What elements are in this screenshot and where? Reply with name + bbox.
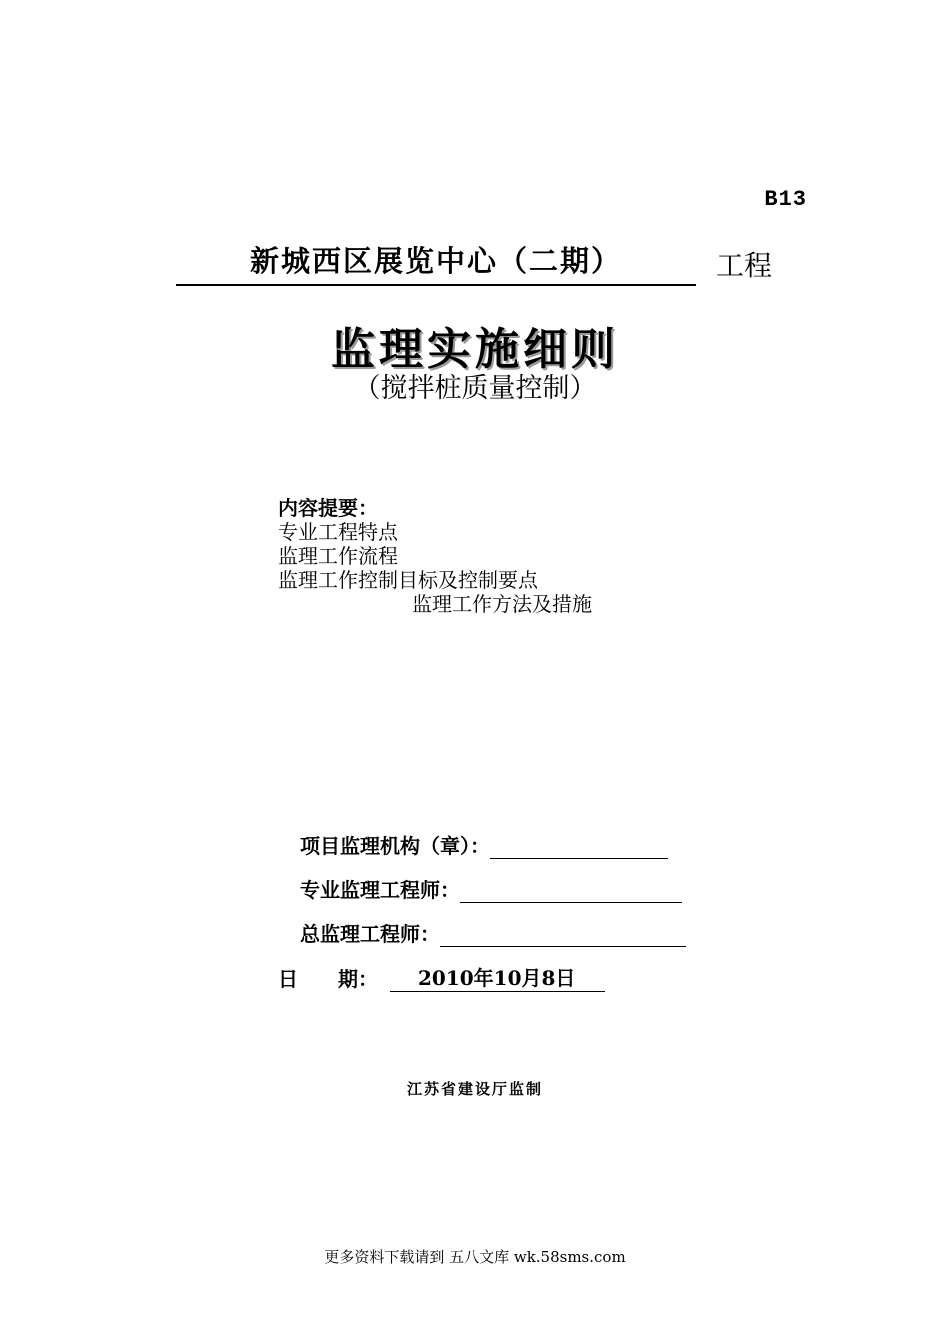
signature-label-specialist: 专业监理工程师： [300,878,460,902]
document-subtitle: （搅拌桩质量控制） [353,373,597,404]
summary-heading: 内容提要： [278,496,378,520]
date-label: 日 期： [278,967,378,991]
signature-row-specialist [300,874,682,903]
signature-row-organization [300,830,668,859]
project-suffix: 工程 [716,249,773,282]
summary-item: 监理工作流程 [278,544,398,568]
signature-label-chief: 总监理工程师： [300,922,440,946]
document-code: B13 [764,187,807,212]
footer-text: 更多资料下载请到 五八文库 wk.58sms.com [324,1248,626,1266]
date-row [278,962,605,992]
summary-item: 专业工程特点 [278,520,398,544]
issuer-text: 江苏省建设厅监制 [406,1080,543,1098]
signature-line-chief[interactable] [440,924,686,947]
summary-item: 监理工作控制目标及控制要点 [278,568,538,592]
signature-row-chief [300,918,686,947]
project-name-field [176,238,696,286]
signature-label-organization: 项目监理机构（章）： [300,834,490,858]
signature-line-organization[interactable] [490,836,668,859]
date-value: 2010年10月8日 [390,962,605,992]
content-summary [278,496,592,616]
signature-line-specialist[interactable] [460,880,682,903]
project-name: 新城西区展览中心（二期） [249,244,622,278]
summary-item: 监理工作方法及措施 [412,592,592,616]
document-title: 监理实施细则 [331,324,619,375]
